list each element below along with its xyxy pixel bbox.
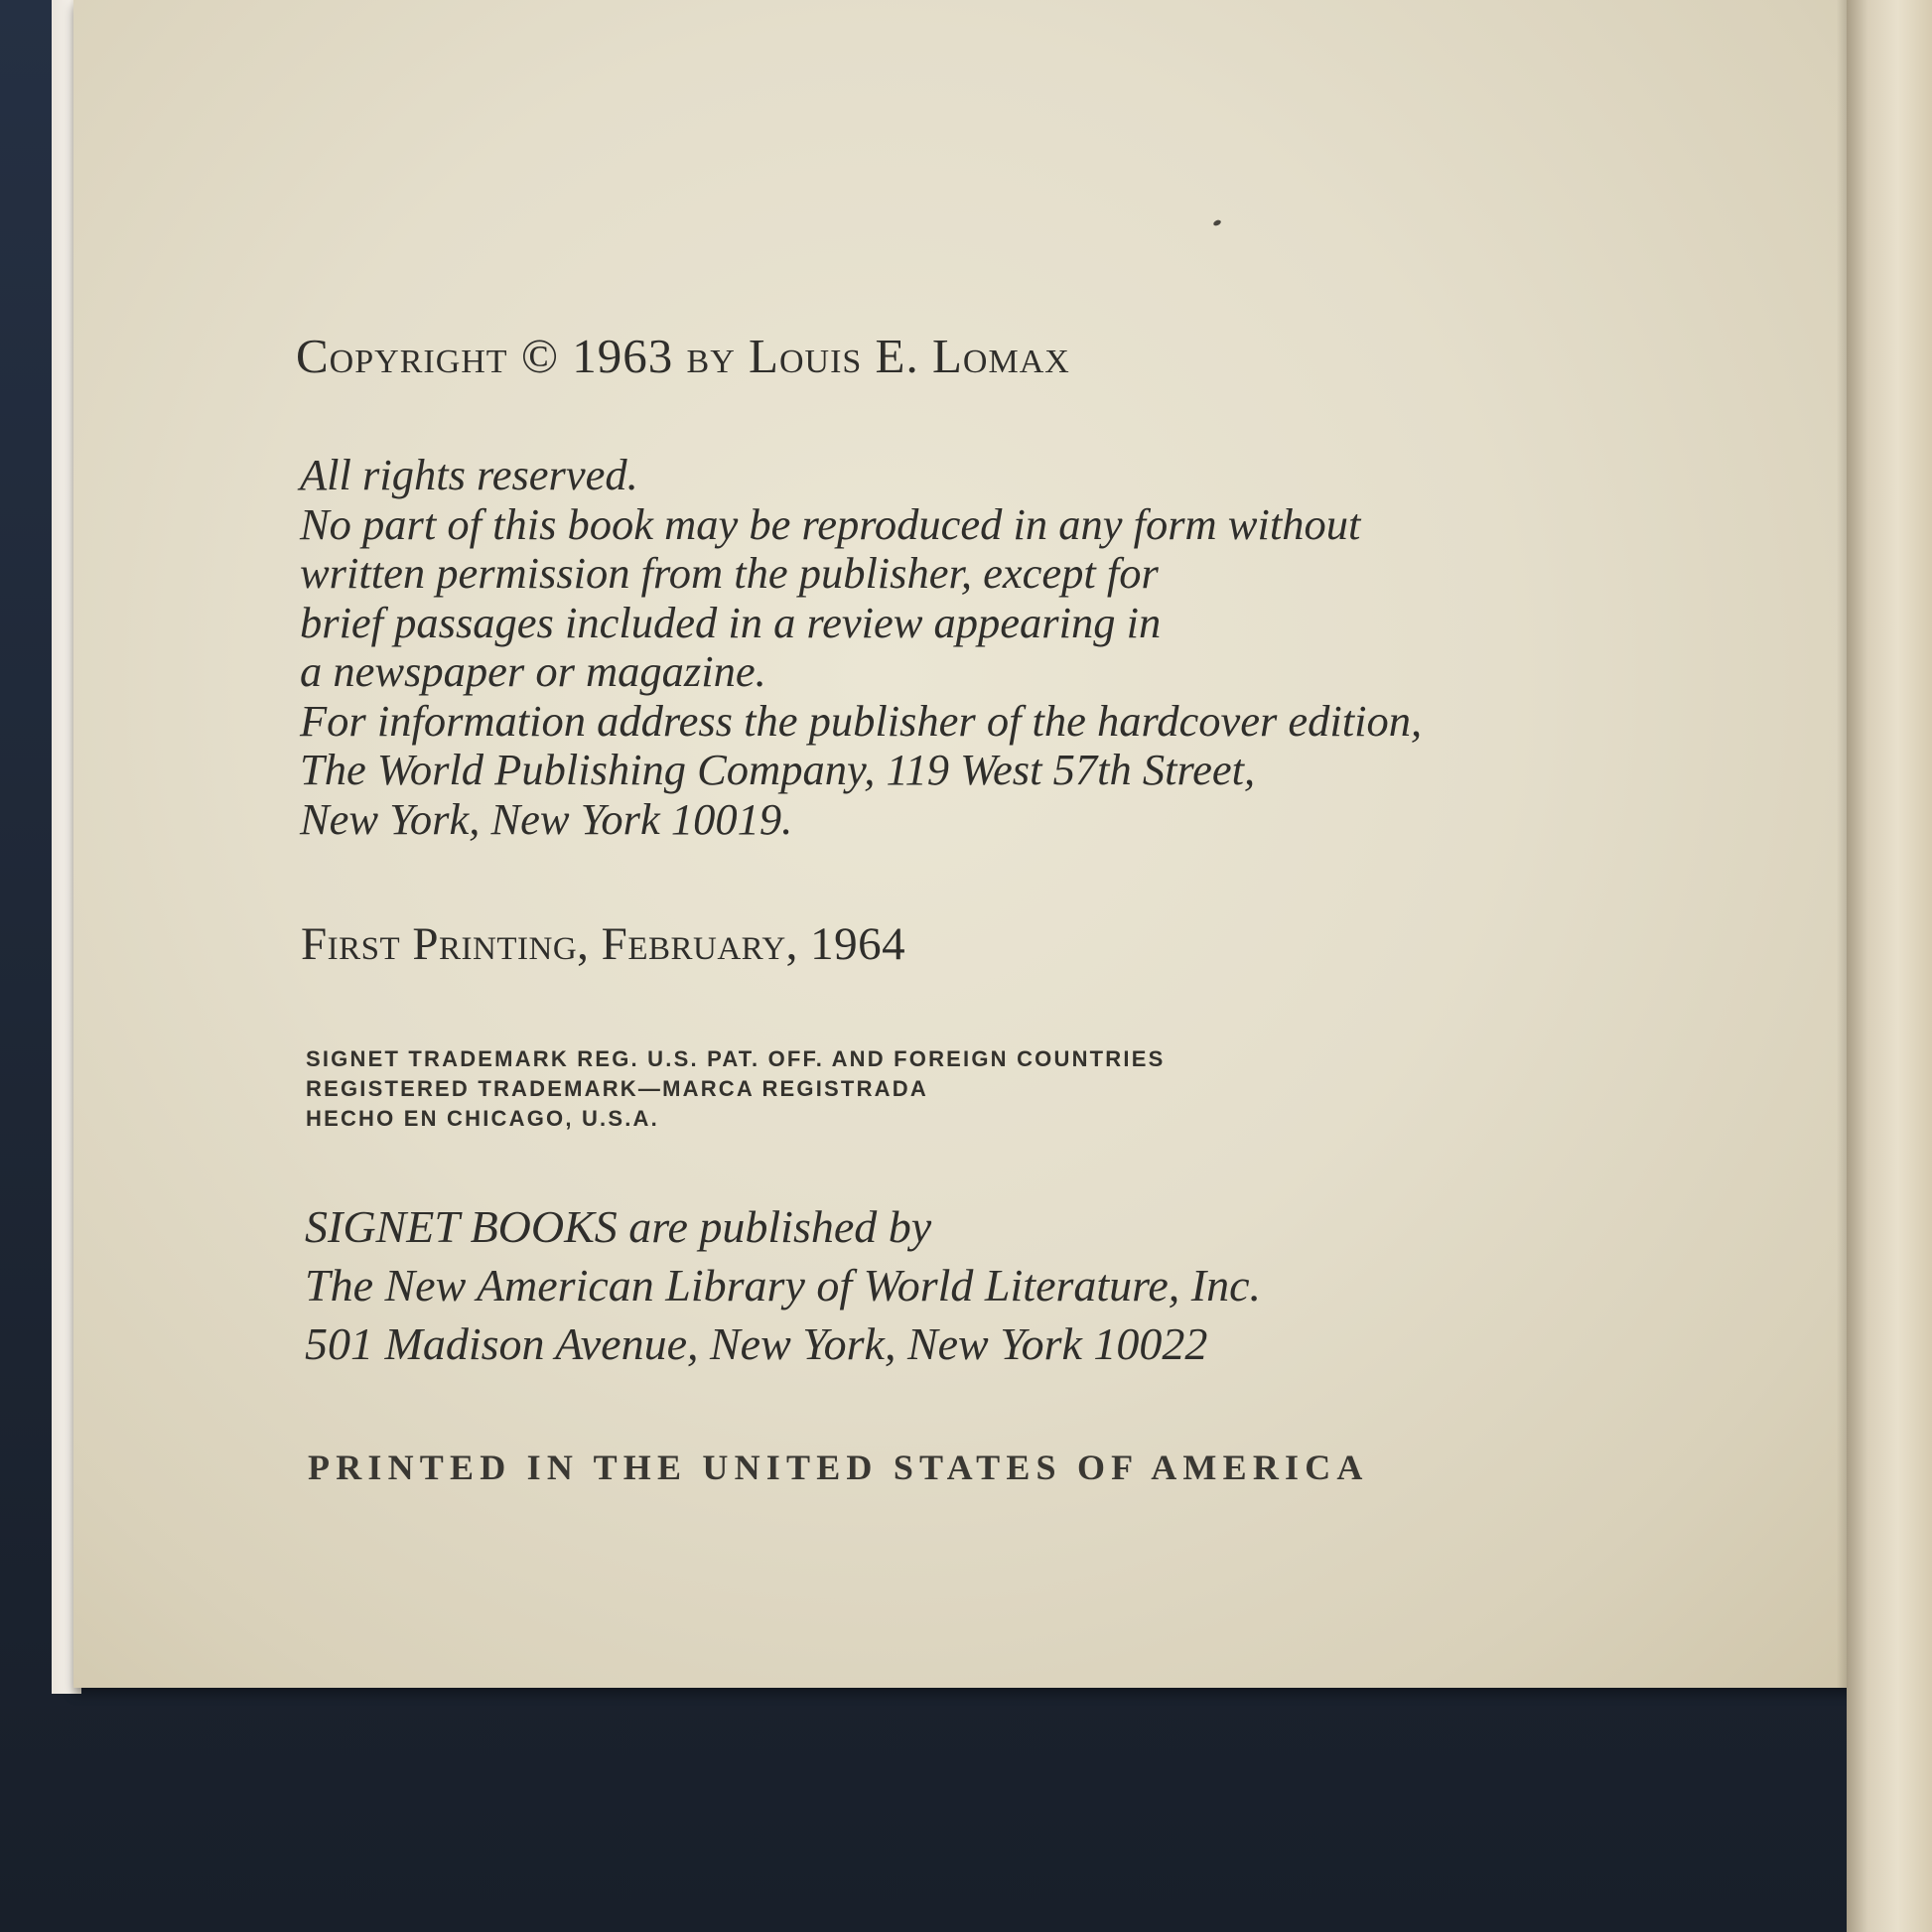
printed-in-line: PRINTED IN THE UNITED STATES OF AMERICA (308, 1448, 1369, 1487)
publisher-line: The New American Library of World Literature, Inc. (305, 1260, 1262, 1311)
printing-line: First Printing, February, 1964 (301, 918, 906, 970)
rights-line: The World Publishing Company, 119 West 57th Street, (300, 745, 1256, 794)
trademark-line: REGISTERED TRADEMARK—MARCA REGISTRADA (306, 1076, 928, 1101)
trademark-line: SIGNET TRADEMARK REG. U.S. PAT. OFF. AND FOREIGN COUNTRIES (306, 1046, 1166, 1071)
rights-line: All rights reserved. (300, 450, 638, 499)
rights-line: written permission from the publisher, except for (300, 548, 1159, 598)
publisher-info (305, 1197, 1261, 1373)
rights-notice (300, 451, 1422, 844)
rights-line: New York, New York 10019. (300, 793, 793, 844)
copyright-line: Copyright © 1963 by Louis E. Lomax (296, 329, 1070, 383)
rights-line: No part of this book may be reproduced in any form without (300, 498, 1361, 549)
trademark-line: HECHO EN CHICAGO, U.S.A. (306, 1106, 659, 1131)
copyright-page (73, 0, 1868, 1688)
rights-line: For information address the publisher of the hardcover edition, (300, 695, 1423, 746)
facing-page (1847, 0, 1932, 1932)
rights-line: a newspaper or magazine. (300, 646, 766, 696)
publisher-line: 501 Madison Avenue, New York, New York 10022 (305, 1318, 1208, 1369)
publisher-line: SIGNET BOOKS are published by (305, 1201, 932, 1252)
trademark-notice (306, 1044, 1165, 1134)
rights-line: brief passages included in a review appearing in (300, 597, 1162, 647)
